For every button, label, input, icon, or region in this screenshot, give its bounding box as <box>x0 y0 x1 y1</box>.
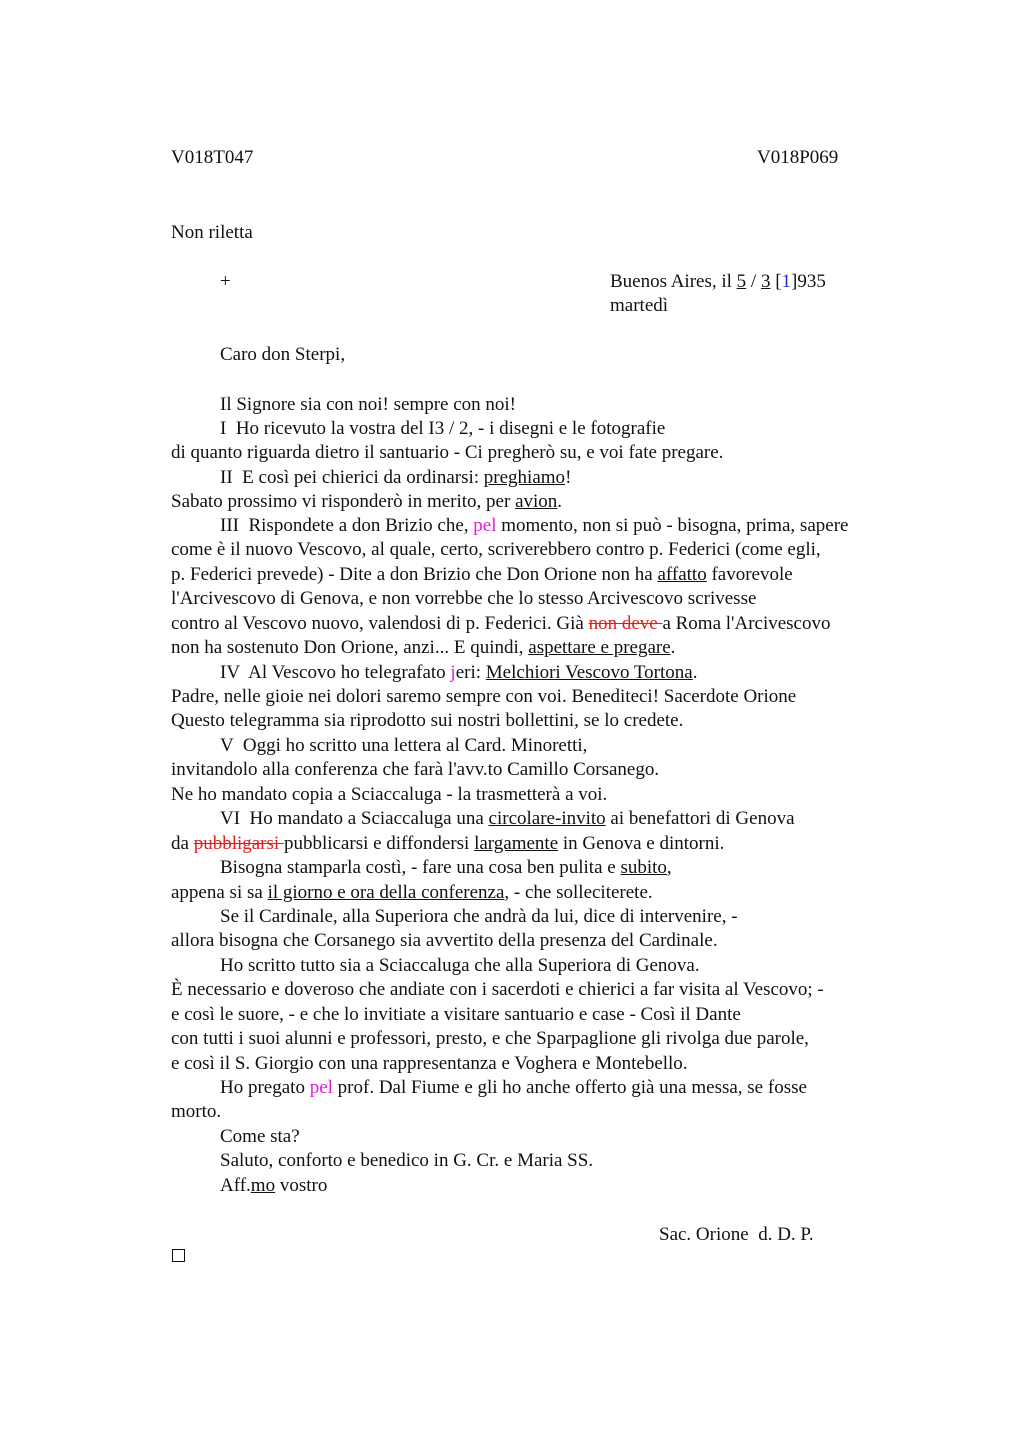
highlighted-text: pel <box>309 1077 333 1098</box>
text-segment: ai benefattori di Genova <box>605 808 795 829</box>
text-segment: da <box>171 833 194 854</box>
text-segment: Bisogna stamparla costì, - fare una cosa ben pulita e <box>220 857 621 878</box>
body-line-12 <box>220 661 697 685</box>
underlined-text: Melchiori Vescovo Tortona <box>485 662 693 683</box>
body-line-3: di quanto riguarda dietro il santuario - Ci pregherò su, e voi fate pregare. <box>171 442 724 463</box>
body-line-11 <box>171 636 675 660</box>
text-segment: . <box>670 637 676 658</box>
text-segment: , - che solleciterete. <box>504 882 653 903</box>
text-segment: ! <box>565 467 572 488</box>
body-line-1: Il Signore sia con noi! sempre con noi! <box>220 394 517 415</box>
salutation: Caro don Sterpi, <box>220 344 346 365</box>
text-segment: p. Federici prevede) - Dite a don Brizio che Don Orione non ha <box>171 564 658 585</box>
body-line-20 <box>220 856 672 880</box>
body-line-2: I Ho ricevuto la vostra del I3 / 2, - i disegni e le fotografie <box>220 418 666 439</box>
text-segment: appena si sa <box>171 882 268 903</box>
body-line-17: Ne ho mandato copia a Sciaccaluga - la trasmetterà a voi. <box>171 784 608 805</box>
document-code-right: V018P069 <box>757 147 839 168</box>
body-line-7: come è il nuovo Vescovo, al quale, certo, scriverebbero contro p. Federici (come egli, <box>171 539 821 560</box>
text-segment: a Roma l'Arcivescovo <box>662 613 831 634</box>
body-line-22: Se il Cardinale, alla Superiora che andrà da lui, dice di intervenire, - <box>220 906 738 927</box>
highlighted-text: j <box>450 662 456 683</box>
highlighted-text: pel <box>473 515 497 536</box>
text-segment: prof. Dal Fiume e gli ho anche offerto già una messa, se fosse <box>332 1077 807 1098</box>
body-line-32: Saluto, conforto e benedico in G. Cr. e Maria SS. <box>220 1150 594 1171</box>
text-segment: Sabato prossimo vi risponderò in merito, per <box>171 491 516 512</box>
body-line-4 <box>220 466 571 490</box>
underlined-text: preghiamo <box>483 467 566 488</box>
text-segment: momento, non si può - bisogna, prima, sapere <box>496 515 849 536</box>
date-line <box>610 270 826 294</box>
text-segment: II E così pei chierici da ordinarsi: <box>220 467 484 488</box>
text-segment: favorevole <box>706 564 793 585</box>
body-line-8 <box>171 563 793 587</box>
deleted-text: pubbligarsi <box>193 833 284 854</box>
text-segment: pubblicarsi e diffondersi <box>283 833 475 854</box>
document-code-left: V018T047 <box>171 147 254 168</box>
text-segment: . <box>557 491 563 512</box>
bracket-open: [ <box>770 271 782 292</box>
date-month: 3 <box>760 271 771 292</box>
body-line-16: invitandolo alla conferenza che farà l'avv.to Camillo Corsanego. <box>171 759 660 780</box>
underlined-text: circolare-invito <box>488 808 606 829</box>
text-segment: VI Ho mandato a Sciaccaluga una <box>220 808 489 829</box>
body-line-6 <box>220 514 848 538</box>
text-segment: in Genova e dintorni. <box>558 833 725 854</box>
text-segment: vostro <box>275 1175 328 1196</box>
underlined-text: subito <box>620 857 667 878</box>
text-segment: non ha sostenuto Don Orione, anzi... E quindi, <box>171 637 529 658</box>
body-line-10 <box>171 612 831 636</box>
body-line-28: e così il S. Giorgio con una rappresentanza e Voghera e Montebello. <box>171 1053 688 1074</box>
body-line-29 <box>220 1076 807 1100</box>
body-line-14: Questo telegramma sia riprodotto sui nostri bollettini, se lo credete. <box>171 710 684 731</box>
underlined-text: largamente <box>474 833 559 854</box>
underlined-text: affatto <box>657 564 707 585</box>
review-note: Non riletta <box>171 222 253 243</box>
signature: Sac. Orione d. D. P. <box>659 1224 814 1245</box>
body-line-23: allora bisogna che Corsanego sia avvertito della presenza del Cardinale. <box>171 930 718 951</box>
date-day: 5 <box>736 271 747 292</box>
body-line-30: morto. <box>171 1101 222 1122</box>
body-line-25: È necessario e doveroso che andiate con i sacerdoti e chierici a far visita al Vescovo; - <box>171 979 824 1000</box>
date-sep: / <box>746 271 761 292</box>
body-line-27: con tutti i suoi alunni e professori, presto, e che Sparpaglione gli rivolga due parole, <box>171 1028 809 1049</box>
body-line-31: Come sta? <box>220 1126 300 1147</box>
body-line-24: Ho scritto tutto sia a Sciaccaluga che alla Superiora di Genova. <box>220 955 700 976</box>
body-line-18 <box>220 807 795 831</box>
body-line-19 <box>171 832 724 856</box>
body-line-15: V Oggi ho scritto una lettera al Card. Minoretti, <box>220 735 588 756</box>
text-segment: III Rispondete a don Brizio che, <box>220 515 474 536</box>
text-segment: . <box>692 662 698 683</box>
cross-mark: + <box>220 271 231 292</box>
checkbox-square-icon <box>172 1249 185 1262</box>
body-line-21 <box>171 881 653 905</box>
underlined-text: aspettare e pregare <box>528 637 671 658</box>
text-segment: Ho pregato <box>220 1077 310 1098</box>
underlined-text: mo <box>250 1175 276 1196</box>
body-line-33 <box>220 1174 327 1198</box>
place-text: Buenos Aires, il <box>610 271 737 292</box>
year-rest: ]935 <box>791 271 826 292</box>
text-segment: IV Al Vescovo ho telegrafato <box>220 662 451 683</box>
underlined-text: il giorno e ora della conferenza <box>267 882 505 903</box>
body-line-5 <box>171 490 562 514</box>
year-digit: 1 <box>781 271 792 292</box>
body-line-26: e così le suore, - e che lo invitiate a visitare santuario e case - Così il Dante <box>171 1004 741 1025</box>
text-segment: Aff. <box>220 1175 251 1196</box>
body-line-13: Padre, nelle gioie nei dolori saremo sempre con voi. Benediteci! Sacerdote Orione <box>171 686 797 707</box>
underlined-text: avion <box>515 491 558 512</box>
weekday: martedì <box>610 295 669 316</box>
text-segment: contro al Vescovo nuovo, valendosi di p. Federici. Già <box>171 613 589 634</box>
body-line-9: l'Arcivescovo di Genova, e non vorrebbe che lo stesso Arcivescovo scrivesse <box>171 588 757 609</box>
text-segment: , <box>666 857 672 878</box>
deleted-text: non deve <box>588 613 663 634</box>
text-segment: eri: <box>455 662 486 683</box>
